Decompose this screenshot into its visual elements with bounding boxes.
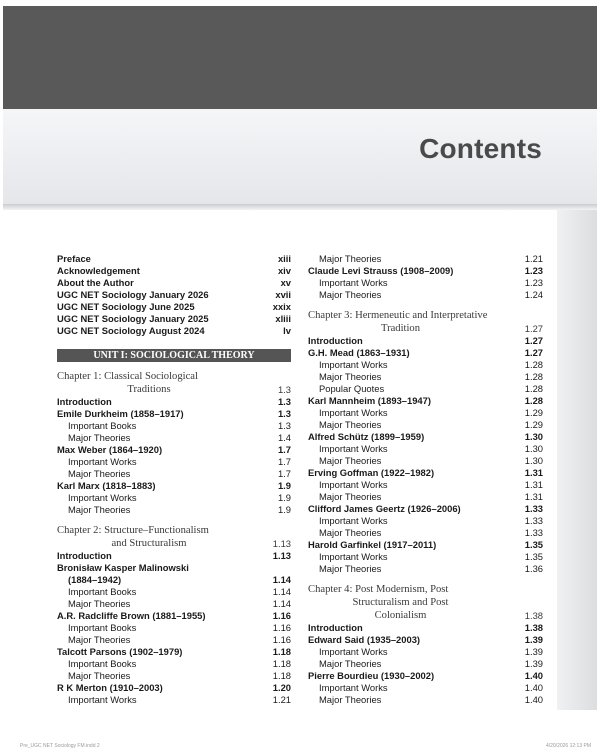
entry-title: Major Theories (319, 371, 382, 382)
entry-title: UGC NET Sociology June 2025 (57, 301, 195, 312)
toc-entry (57, 325, 291, 337)
page-number: 1.30 (524, 455, 543, 466)
chapter-title-line: and Structuralism (111, 538, 187, 549)
toc-entry (308, 503, 543, 515)
chapter-title-line: Chapter 3: Hermeneutic and Interpretative (308, 310, 488, 321)
entry-title: Major Theories (68, 468, 131, 479)
page-number: xxix (272, 301, 291, 312)
page-number: 1.29 (524, 419, 543, 430)
entry-title: Popular Quotes (319, 383, 385, 394)
toc-entry (308, 265, 543, 277)
toc-subentry (57, 658, 291, 670)
page-number: 1.13 (272, 550, 291, 561)
page-number: xliii (275, 313, 291, 324)
toc-subentry (308, 443, 543, 455)
entry-title: Important Works (319, 551, 388, 562)
entry-title: Major Theories (68, 670, 131, 681)
chapter-title (308, 309, 543, 335)
page-number: 1.38 (524, 622, 543, 633)
toc-subentry (308, 563, 543, 575)
page-number: 1.40 (524, 670, 543, 681)
toc-subentry (308, 694, 543, 706)
page-number: 1.24 (524, 289, 543, 300)
entry-title: Important Works (319, 359, 388, 370)
page-number: 1.7 (277, 444, 291, 455)
toc-entry (308, 347, 543, 359)
entry-title: Important Books (68, 586, 137, 597)
entry-title: Major Theories (68, 598, 131, 609)
toc-subentry (57, 492, 291, 504)
print-footer (0, 735, 597, 751)
entry-title: Clifford James Geertz (1926–2006) (308, 503, 461, 514)
toc-subentry (308, 682, 543, 694)
chapter-title-line: Chapter 2: Structure–Functionalism (57, 525, 209, 536)
toc-entry (57, 444, 291, 456)
toc-entry (308, 539, 543, 551)
entry-title: Major Theories (319, 491, 382, 502)
toc-entry (308, 335, 543, 347)
footer-filename: Pre_UGC NET Sociology FM.indd 2 (20, 743, 100, 749)
toc-subentry (57, 694, 291, 706)
entry-title: Emile Durkheim (1858–1917) (57, 408, 184, 419)
toc-subentry (308, 419, 543, 431)
toc-subentry (308, 527, 543, 539)
entry-title: Important Works (68, 694, 137, 705)
entry-title: Major Theories (68, 634, 131, 645)
toc-entry (308, 431, 543, 443)
entry-title: Major Theories (319, 253, 382, 264)
page-number: 1.14 (272, 574, 291, 585)
page-number: xvii (275, 289, 291, 300)
entry-title: Major Theories (319, 658, 382, 669)
entry-title: Major Theories (68, 504, 131, 515)
page-number: 1.18 (272, 646, 291, 657)
page-number: 1.31 (524, 479, 543, 490)
chapter-title-line: Chapter 1: Classical Sociological (57, 371, 198, 382)
toc-entry (57, 289, 291, 301)
entry-title: Important Works (68, 456, 137, 467)
page-number: 1.35 (524, 551, 543, 562)
toc-subentry (308, 491, 543, 503)
entry-title: Talcott Parsons (1902–1979) (57, 646, 183, 657)
page-number: 1.18 (272, 658, 291, 669)
toc-entry (308, 634, 543, 646)
chapter-title-line: Colonialism (374, 610, 427, 621)
entry-title: Major Theories (319, 455, 382, 466)
toc-subentry (308, 359, 543, 371)
chapter-title-line: Structuralism and Post (352, 597, 449, 608)
toc-entry (57, 682, 291, 694)
page-edge-strip (557, 210, 597, 710)
toc-subentry (308, 479, 543, 491)
page-number: 1.3 (277, 396, 291, 407)
toc-entry (57, 646, 291, 658)
page-number: 1.4 (277, 432, 291, 443)
toc-subentry (308, 646, 543, 658)
entry-title: G.H. Mead (1863–1931) (308, 347, 410, 358)
chapter-heading (308, 583, 543, 622)
page-number: 1.9 (277, 492, 291, 503)
page-number: 1.33 (524, 527, 543, 538)
page-number: 1.3 (277, 420, 291, 431)
toc-subentry (57, 504, 291, 516)
chapter-title-line: Traditions (127, 384, 171, 395)
entry-title: A.R. Radcliffe Brown (1881–1955) (57, 610, 206, 621)
toc-subentry (308, 277, 543, 289)
page-number: 1.36 (524, 563, 543, 574)
page-number: 1.30 (524, 431, 543, 442)
toc-subentry (57, 456, 291, 468)
entry-title: Important Books (68, 622, 137, 633)
page-number: 1.28 (524, 371, 543, 382)
page-number: 1.21 (524, 253, 543, 264)
entry-title: Karl Mannheim (1893–1947) (308, 395, 431, 406)
toc-entry (57, 301, 291, 313)
toc-subentry (57, 670, 291, 682)
toc-entry (308, 395, 543, 407)
footer-timestamp: 4/20/2026 12:13 PM (545, 743, 591, 749)
entry-title: UGC NET Sociology January 2025 (57, 313, 209, 324)
entry-title: Major Theories (68, 432, 131, 443)
toc-entry-continued (57, 574, 291, 586)
page-number: 1.23 (524, 265, 543, 276)
entry-title: Important Works (319, 646, 388, 657)
page-number: xiii (277, 253, 291, 264)
page-number: 1.3 (277, 384, 291, 395)
entry-title: Important Works (319, 682, 388, 693)
entry-title: Acknowledgement (57, 265, 140, 276)
toc-entry (57, 550, 291, 562)
toc-subentry (308, 658, 543, 670)
entry-title: Alfred Schütz (1899–1959) (308, 431, 425, 442)
chapter-title (308, 583, 543, 622)
page-number: 1.30 (524, 443, 543, 454)
page-number: 1.18 (272, 670, 291, 681)
chapter-heading (57, 524, 291, 550)
toc-right-column (308, 253, 543, 706)
toc-subentry (308, 253, 543, 265)
entry-title: Pierre Bourdieu (1930–2002) (308, 670, 435, 681)
page-number: 1.28 (524, 359, 543, 370)
toc-entry (57, 480, 291, 492)
toc-entry (57, 265, 291, 277)
page-number: 1.7 (277, 456, 291, 467)
entry-title: Major Theories (319, 289, 382, 300)
toc-subentry (57, 586, 291, 598)
page-number: 1.3 (277, 408, 291, 419)
page-number: 1.27 (524, 347, 543, 358)
entry-title: Important Works (319, 479, 388, 490)
toc-entry (308, 670, 543, 682)
entry-title: Major Theories (319, 527, 382, 538)
entry-title: Bronisław Kasper Malinowski (57, 562, 189, 573)
toc-subentry (308, 455, 543, 467)
entry-title: Major Theories (319, 563, 382, 574)
page-number: lv (283, 325, 291, 336)
page-number: 1.20 (272, 682, 291, 693)
chapter-title-line: Chapter 4: Post Modernism, Post (308, 584, 449, 595)
page-number: 1.23 (524, 277, 543, 288)
toc-entry (57, 313, 291, 325)
entry-title: R K Merton (1910–2003) (57, 682, 163, 693)
toc-entry (308, 622, 543, 634)
entry-title: Edward Said (1935–2003) (308, 634, 421, 645)
entry-title: Major Theories (319, 694, 382, 705)
entry-title: Claude Levi Strauss (1908–2009) (308, 265, 454, 276)
entry-title: Important Works (319, 407, 388, 418)
entry-title: Important Works (319, 277, 388, 288)
entry-title: Important Works (319, 515, 388, 526)
toc-entry (57, 253, 291, 265)
entry-title: Introduction (308, 335, 363, 346)
entry-title: (1884–1942) (68, 574, 122, 585)
page-number: 1.33 (524, 503, 543, 514)
entry-title: Introduction (57, 396, 112, 407)
entry-title: Max Weber (1864–1920) (57, 444, 163, 455)
page-number: 1.16 (272, 634, 291, 645)
page-number: 1.9 (277, 480, 291, 491)
entry-title: UGC NET Sociology January 2026 (57, 289, 209, 300)
toc-subentry (57, 598, 291, 610)
entry-title: About the Author (57, 277, 134, 288)
toc-subentry (308, 407, 543, 419)
entry-title: Karl Marx (1818–1883) (57, 480, 156, 491)
toc-subentry (308, 289, 543, 301)
page-number: xv (280, 277, 291, 288)
page-number: 1.39 (524, 646, 543, 657)
entry-title: Preface (57, 253, 91, 264)
page-number: 1.27 (524, 323, 543, 334)
entry-title: Major Theories (319, 419, 382, 430)
entry-title: Important Books (68, 420, 137, 431)
toc-subentry (308, 551, 543, 563)
page-number: 1.16 (272, 622, 291, 633)
page-number: 1.29 (524, 407, 543, 418)
chapter-title (57, 370, 291, 396)
page-number: 1.28 (524, 395, 543, 406)
toc-left-column (57, 253, 291, 706)
page-number: 1.14 (272, 598, 291, 609)
chapter-title (57, 524, 291, 550)
page-number: 1.39 (524, 634, 543, 645)
header-band (3, 6, 597, 109)
page-number: 1.9 (277, 504, 291, 515)
toc-subentry (57, 468, 291, 480)
toc-subentry (308, 515, 543, 527)
entry-title: Harold Garfinkel (1917–2011) (308, 539, 437, 550)
page-number: 1.33 (524, 515, 543, 526)
page-number: 1.38 (524, 610, 543, 621)
unit-heading: UNIT I: SOCIOLOGICAL THEORY (57, 349, 291, 362)
entry-title: Important Books (68, 658, 137, 669)
entry-title: UGC NET Sociology August 2024 (57, 325, 205, 336)
page-title: Contents (419, 133, 542, 164)
entry-title: Introduction (57, 550, 112, 561)
page-number: 1.14 (272, 586, 291, 597)
page-number: 1.40 (524, 694, 543, 705)
page-number: 1.16 (272, 610, 291, 621)
toc-entry (57, 396, 291, 408)
entry-title: Important Works (319, 443, 388, 454)
toc-subentry (57, 634, 291, 646)
entry-title: Important Works (68, 492, 137, 503)
chapter-heading (308, 309, 543, 335)
toc-entry (57, 562, 291, 574)
toc-subentry (308, 383, 543, 395)
page-number: 1.27 (524, 335, 543, 346)
title-shadow (3, 204, 597, 210)
page-number: xiv (277, 265, 291, 276)
page-number: 1.31 (524, 467, 543, 478)
toc-entry (57, 277, 291, 289)
toc-subentry (57, 432, 291, 444)
page-number: 1.28 (524, 383, 543, 394)
chapter-title-line: Tradition (380, 323, 421, 334)
page-number: 1.21 (272, 694, 291, 705)
page-number: 1.39 (524, 658, 543, 669)
entry-title: Erving Goffman (1922–1982) (308, 467, 435, 478)
toc-subentry (57, 420, 291, 432)
page-number: 1.7 (277, 468, 291, 479)
entry-title: Introduction (308, 622, 363, 633)
toc-entry (308, 467, 543, 479)
page-number: 1.40 (524, 682, 543, 693)
toc-entry (57, 610, 291, 622)
toc-subentry (308, 371, 543, 383)
page-number: 1.31 (524, 491, 543, 502)
page-number: 1.35 (524, 539, 543, 550)
toc-entry (57, 408, 291, 420)
toc-subentry (57, 622, 291, 634)
page-number: 1.13 (272, 538, 291, 549)
chapter-heading (57, 370, 291, 396)
